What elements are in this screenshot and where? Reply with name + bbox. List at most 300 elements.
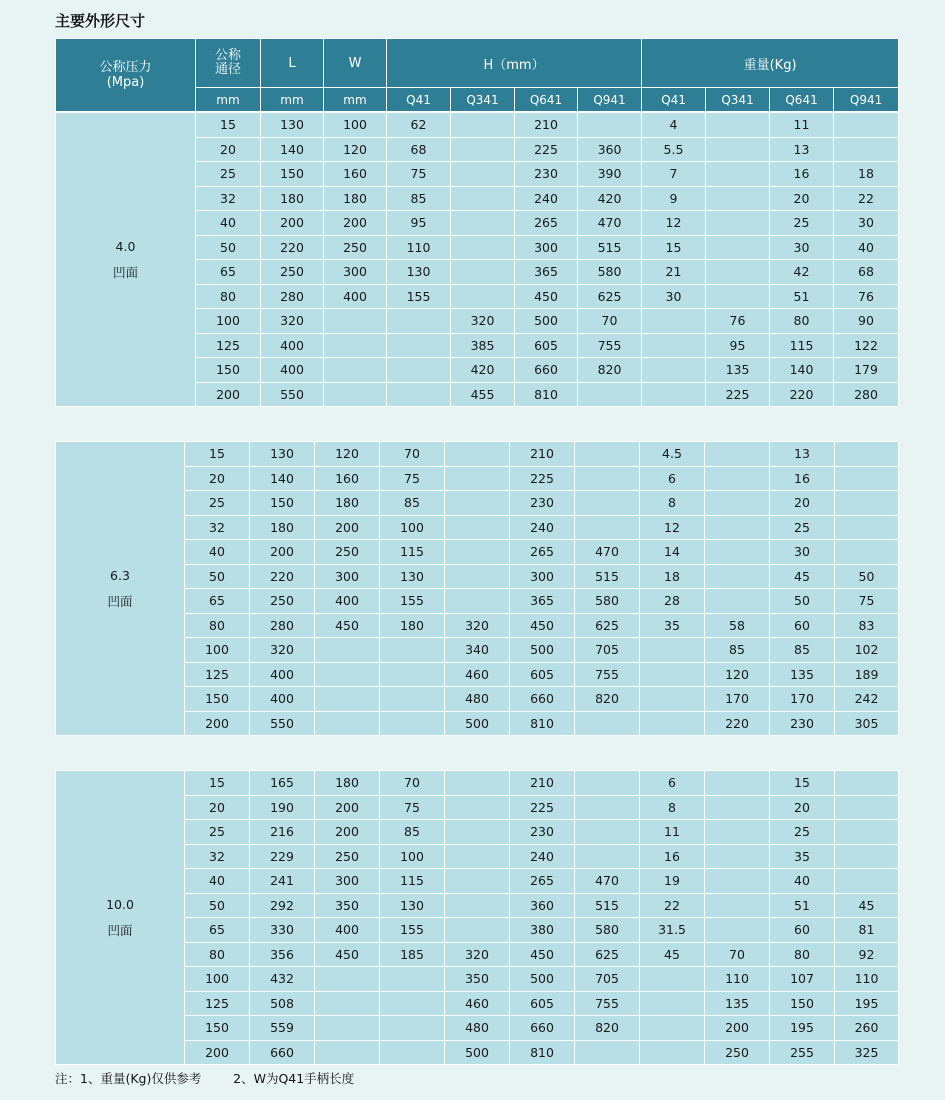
- table-cell: [380, 1016, 445, 1041]
- dn-header: [196, 39, 261, 88]
- table-cell: 220: [770, 382, 834, 407]
- table-cell: 76: [706, 309, 770, 334]
- table-cell: 40: [185, 540, 250, 565]
- table-row: [56, 113, 899, 138]
- table-cell: 580: [575, 589, 640, 614]
- table-cell: 100: [185, 638, 250, 663]
- table-cell: 12: [642, 211, 706, 236]
- table-cell: [315, 991, 380, 1016]
- table-cell: [642, 358, 706, 383]
- table-cell: 51: [770, 893, 835, 918]
- pressure-header-line1: 公称压力: [99, 60, 152, 75]
- table-cell: [706, 284, 770, 309]
- table-cell: [451, 211, 515, 236]
- table-cell: [640, 967, 705, 992]
- table-cell: 170: [705, 687, 770, 712]
- table-cell: 58: [705, 613, 770, 638]
- table-cell: 25: [770, 211, 834, 236]
- table-cell: [451, 113, 515, 138]
- unit-header-cell: mm: [261, 88, 324, 112]
- table-cell: 400: [315, 918, 380, 943]
- table-cell: 550: [261, 382, 324, 407]
- table-cell: 32: [196, 186, 261, 211]
- table-cell: 15: [770, 771, 835, 796]
- table-cell: [324, 309, 387, 334]
- table-cell: 420: [578, 186, 642, 211]
- pressure-value: 4.0: [115, 238, 136, 254]
- table-cell: 12: [640, 515, 705, 540]
- table-cell: 135: [705, 991, 770, 1016]
- table-cell: 100: [196, 309, 261, 334]
- spec-table-section-4-0: [55, 112, 899, 407]
- table-cell: 80: [185, 942, 250, 967]
- table-cell: [315, 711, 380, 736]
- unit-header-cell: Q341: [451, 88, 515, 112]
- table-cell: 100: [185, 967, 250, 992]
- table-cell: 70: [705, 942, 770, 967]
- table-cell: [640, 711, 705, 736]
- table-cell: 200: [261, 211, 324, 236]
- table-cell: [575, 1040, 640, 1065]
- table-cell: 230: [510, 491, 575, 516]
- table-cell: 265: [510, 540, 575, 565]
- table-cell: 625: [575, 613, 640, 638]
- table-cell: 265: [510, 869, 575, 894]
- table-cell: 83: [835, 613, 899, 638]
- table-cell: 115: [770, 333, 834, 358]
- table-cell: 220: [705, 711, 770, 736]
- spec-table-header: [55, 38, 899, 112]
- table-cell: [387, 358, 451, 383]
- table-cell: 660: [250, 1040, 315, 1065]
- table-cell: [835, 515, 899, 540]
- table-cell: 45: [640, 942, 705, 967]
- table-cell: 40: [834, 235, 899, 260]
- unit-header-cell: Q41: [387, 88, 451, 112]
- table-cell: 225: [510, 795, 575, 820]
- table-cell: 16: [770, 162, 834, 187]
- table-cell: [705, 771, 770, 796]
- table-cell: 20: [770, 186, 834, 211]
- table-cell: 6: [640, 466, 705, 491]
- table-cell: [445, 918, 510, 943]
- table-cell: 62: [387, 113, 451, 138]
- table-cell: [706, 162, 770, 187]
- table-cell: [705, 564, 770, 589]
- table-cell: [705, 540, 770, 565]
- table-cell: [575, 771, 640, 796]
- table-cell: 200: [250, 540, 315, 565]
- table-cell: [315, 662, 380, 687]
- table-cell: [445, 589, 510, 614]
- table-cell: 225: [515, 137, 578, 162]
- table-cell: [640, 662, 705, 687]
- table-cell: 50: [835, 564, 899, 589]
- table-cell: [575, 515, 640, 540]
- table-cell: 350: [445, 967, 510, 992]
- table-cell: 80: [196, 284, 261, 309]
- table-cell: 70: [380, 442, 445, 467]
- table-cell: 450: [510, 942, 575, 967]
- table-cell: 365: [515, 260, 578, 285]
- table-cell: 65: [196, 260, 261, 285]
- table-cell: 515: [575, 564, 640, 589]
- table-cell: 80: [185, 613, 250, 638]
- table-cell: 25: [770, 515, 835, 540]
- table-cell: 195: [770, 1016, 835, 1041]
- table-cell: [706, 186, 770, 211]
- table-cell: 605: [515, 333, 578, 358]
- table-cell: 160: [324, 162, 387, 187]
- table-cell: [451, 235, 515, 260]
- pressure-value: 6.3: [110, 567, 130, 583]
- table-cell: 115: [380, 869, 445, 894]
- table-cell: 810: [510, 711, 575, 736]
- table-cell: [835, 844, 899, 869]
- table-cell: 420: [451, 358, 515, 383]
- table-cell: 130: [250, 442, 315, 467]
- table-row: [56, 442, 899, 467]
- table-cell: [642, 309, 706, 334]
- table-cell: 42: [770, 260, 834, 285]
- table-cell: [387, 382, 451, 407]
- table-cell: 300: [315, 564, 380, 589]
- table-cell: [706, 211, 770, 236]
- table-cell: 180: [380, 613, 445, 638]
- table-cell: [705, 893, 770, 918]
- footnote: 注：1、重量(Kg)仅供参考 2、W为Q41手柄长度: [55, 1071, 355, 1086]
- table-cell: 51: [770, 284, 834, 309]
- table-cell: 90: [834, 309, 899, 334]
- unit-header-cell: mm: [324, 88, 387, 112]
- table-cell: 450: [315, 942, 380, 967]
- table-cell: 50: [196, 235, 261, 260]
- table-cell: [445, 844, 510, 869]
- table-cell: 32: [185, 844, 250, 869]
- table-cell: [445, 466, 510, 491]
- table-cell: [705, 820, 770, 845]
- table-cell: [380, 662, 445, 687]
- table-cell: 200: [185, 1040, 250, 1065]
- table-cell: [575, 491, 640, 516]
- table-cell: 80: [770, 942, 835, 967]
- table-cell: 400: [261, 333, 324, 358]
- unit-header-cell: Q341: [706, 88, 770, 112]
- table-cell: 65: [185, 918, 250, 943]
- table-cell: 155: [380, 589, 445, 614]
- table-cell: 4: [642, 113, 706, 138]
- table-cell: 300: [324, 260, 387, 285]
- table-cell: 300: [515, 235, 578, 260]
- table-cell: [705, 466, 770, 491]
- table-cell: [380, 1040, 445, 1065]
- table-cell: [380, 638, 445, 663]
- table-cell: 95: [706, 333, 770, 358]
- table-cell: [451, 162, 515, 187]
- pressure-header-line2: (Mpa): [106, 75, 145, 90]
- table-cell: 70: [578, 309, 642, 334]
- table-cell: 150: [185, 1016, 250, 1041]
- table-cell: 660: [510, 1016, 575, 1041]
- dn-header-line2: 通径: [214, 62, 241, 77]
- table-cell: 110: [835, 967, 899, 992]
- table-cell: 135: [770, 662, 835, 687]
- length-header: L: [261, 39, 324, 88]
- table-cell: 125: [185, 991, 250, 1016]
- table-cell: 18: [834, 162, 899, 187]
- table-cell: 180: [324, 186, 387, 211]
- table-cell: 11: [770, 113, 834, 138]
- table-cell: 125: [185, 662, 250, 687]
- table-cell: 320: [250, 638, 315, 663]
- table-cell: 35: [770, 844, 835, 869]
- table-cell: 559: [250, 1016, 315, 1041]
- table-cell: 100: [380, 515, 445, 540]
- table-cell: 385: [451, 333, 515, 358]
- table-cell: 22: [834, 186, 899, 211]
- table-cell: 180: [315, 771, 380, 796]
- table-cell: 500: [445, 1040, 510, 1065]
- table-cell: 85: [387, 186, 451, 211]
- table-cell: 8: [640, 491, 705, 516]
- table-cell: 30: [642, 284, 706, 309]
- table-cell: 8: [640, 795, 705, 820]
- table-cell: [705, 844, 770, 869]
- table-cell: 450: [315, 613, 380, 638]
- table-cell: [705, 442, 770, 467]
- table-row: [56, 771, 899, 796]
- unit-header-cell: mm: [196, 88, 261, 112]
- table-cell: [835, 820, 899, 845]
- table-cell: [705, 589, 770, 614]
- table-cell: 100: [380, 844, 445, 869]
- table-cell: 20: [185, 466, 250, 491]
- table-cell: 210: [515, 113, 578, 138]
- table-cell: [835, 540, 899, 565]
- table-cell: 30: [834, 211, 899, 236]
- table-cell: [445, 869, 510, 894]
- table-cell: 19: [640, 869, 705, 894]
- table-cell: 15: [185, 771, 250, 796]
- table-cell: 68: [834, 260, 899, 285]
- table-cell: 9: [642, 186, 706, 211]
- table-cell: 15: [642, 235, 706, 260]
- table-cell: [451, 260, 515, 285]
- table-cell: 625: [578, 284, 642, 309]
- table-cell: 150: [770, 991, 835, 1016]
- table-cell: 5.5: [642, 137, 706, 162]
- table-cell: 20: [770, 795, 835, 820]
- table-cell: [835, 442, 899, 467]
- table-cell: 25: [770, 820, 835, 845]
- table-cell: 180: [315, 491, 380, 516]
- table-cell: 240: [515, 186, 578, 211]
- table-cell: 135: [706, 358, 770, 383]
- table-cell: 356: [250, 942, 315, 967]
- table-cell: [445, 442, 510, 467]
- table-cell: 500: [515, 309, 578, 334]
- table-cell: [640, 638, 705, 663]
- table-cell: 230: [770, 711, 835, 736]
- table-cell: [834, 137, 899, 162]
- table-cell: [380, 711, 445, 736]
- table-cell: 76: [834, 284, 899, 309]
- table-cell: [324, 333, 387, 358]
- table-cell: 21: [642, 260, 706, 285]
- table-cell: 625: [575, 942, 640, 967]
- table-cell: [445, 540, 510, 565]
- table-cell: 190: [250, 795, 315, 820]
- table-cell: 460: [445, 662, 510, 687]
- table-cell: 120: [324, 137, 387, 162]
- table-cell: [705, 918, 770, 943]
- table-cell: [835, 491, 899, 516]
- pressure-value: 10.0: [106, 896, 134, 912]
- face-type: 凹面: [107, 593, 133, 609]
- table-cell: 85: [380, 491, 445, 516]
- table-cell: [451, 137, 515, 162]
- table-cell: 320: [445, 942, 510, 967]
- table-cell: 60: [770, 918, 835, 943]
- table-cell: 170: [770, 687, 835, 712]
- table-cell: 180: [261, 186, 324, 211]
- table-cell: 460: [445, 991, 510, 1016]
- table-cell: [315, 967, 380, 992]
- table-cell: [445, 820, 510, 845]
- table-cell: 365: [510, 589, 575, 614]
- table-cell: 165: [250, 771, 315, 796]
- table-cell: [705, 515, 770, 540]
- table-cell: 95: [387, 211, 451, 236]
- table-cell: 300: [510, 564, 575, 589]
- table-cell: 25: [185, 491, 250, 516]
- table-cell: 229: [250, 844, 315, 869]
- table-cell: 92: [835, 942, 899, 967]
- table-cell: [835, 771, 899, 796]
- table-cell: 605: [510, 991, 575, 1016]
- table-cell: 580: [578, 260, 642, 285]
- table-cell: [445, 795, 510, 820]
- table-cell: 130: [387, 260, 451, 285]
- table-cell: 16: [770, 466, 835, 491]
- table-cell: 200: [315, 795, 380, 820]
- table-cell: 60: [770, 613, 835, 638]
- table-cell: 125: [196, 333, 261, 358]
- table-cell: 250: [315, 540, 380, 565]
- table-cell: [705, 491, 770, 516]
- table-cell: 140: [770, 358, 834, 383]
- table-cell: 22: [640, 893, 705, 918]
- face-type: 凹面: [107, 922, 133, 938]
- table-cell: [642, 382, 706, 407]
- table-cell: 210: [510, 442, 575, 467]
- table-cell: [451, 284, 515, 309]
- table-cell: 4.5: [640, 442, 705, 467]
- table-cell: [640, 687, 705, 712]
- table-cell: 820: [575, 687, 640, 712]
- table-cell: 755: [575, 662, 640, 687]
- table-cell: 16: [640, 844, 705, 869]
- table-cell: 220: [250, 564, 315, 589]
- table-cell: [324, 382, 387, 407]
- table-cell: 25: [196, 162, 261, 187]
- table-cell: 300: [315, 869, 380, 894]
- table-cell: 255: [770, 1040, 835, 1065]
- spec-table-section-10-0: [55, 770, 899, 1065]
- table-cell: [835, 466, 899, 491]
- table-cell: [835, 795, 899, 820]
- table-cell: 515: [575, 893, 640, 918]
- table-cell: 120: [315, 442, 380, 467]
- table-cell: 50: [185, 893, 250, 918]
- table-cell: 122: [834, 333, 899, 358]
- table-cell: 320: [261, 309, 324, 334]
- table-cell: 340: [445, 638, 510, 663]
- table-cell: 455: [451, 382, 515, 407]
- table-cell: 242: [835, 687, 899, 712]
- pressure-cell: [56, 113, 196, 407]
- table-cell: 200: [196, 382, 261, 407]
- table-cell: 400: [250, 687, 315, 712]
- table-cell: 660: [515, 358, 578, 383]
- table-cell: [445, 491, 510, 516]
- table-cell: 120: [705, 662, 770, 687]
- table-cell: 150: [261, 162, 324, 187]
- table-cell: 200: [315, 515, 380, 540]
- table-cell: 195: [835, 991, 899, 1016]
- table-cell: 810: [510, 1040, 575, 1065]
- table-cell: 35: [640, 613, 705, 638]
- height-header: H（mm）: [387, 39, 642, 88]
- table-cell: 225: [510, 466, 575, 491]
- table-cell: [705, 869, 770, 894]
- table-cell: 75: [835, 589, 899, 614]
- table-cell: 189: [835, 662, 899, 687]
- table-cell: 515: [578, 235, 642, 260]
- table-cell: 705: [575, 638, 640, 663]
- table-cell: 155: [380, 918, 445, 943]
- table-cell: 200: [315, 820, 380, 845]
- pressure-cell: [56, 771, 185, 1065]
- table-cell: [575, 442, 640, 467]
- table-cell: 200: [185, 711, 250, 736]
- table-cell: 330: [250, 918, 315, 943]
- table-cell: 18: [640, 564, 705, 589]
- spec-table-section-6-3: [55, 441, 899, 736]
- table-cell: 265: [515, 211, 578, 236]
- table-cell: 225: [706, 382, 770, 407]
- table-cell: 500: [510, 967, 575, 992]
- table-cell: [315, 1040, 380, 1065]
- table-cell: 110: [387, 235, 451, 260]
- table-cell: [380, 687, 445, 712]
- table-cell: 360: [578, 137, 642, 162]
- table-cell: 400: [261, 358, 324, 383]
- table-cell: 250: [324, 235, 387, 260]
- table-cell: [834, 113, 899, 138]
- table-cell: [575, 711, 640, 736]
- table-cell: 75: [380, 466, 445, 491]
- table-cell: 13: [770, 137, 834, 162]
- table-cell: [387, 309, 451, 334]
- table-cell: 705: [575, 967, 640, 992]
- table-cell: 30: [770, 540, 835, 565]
- table-cell: 110: [705, 967, 770, 992]
- pressure-header: [56, 39, 196, 112]
- table-cell: [640, 991, 705, 1016]
- table-cell: 480: [445, 1016, 510, 1041]
- unit-header-cell: Q641: [770, 88, 834, 112]
